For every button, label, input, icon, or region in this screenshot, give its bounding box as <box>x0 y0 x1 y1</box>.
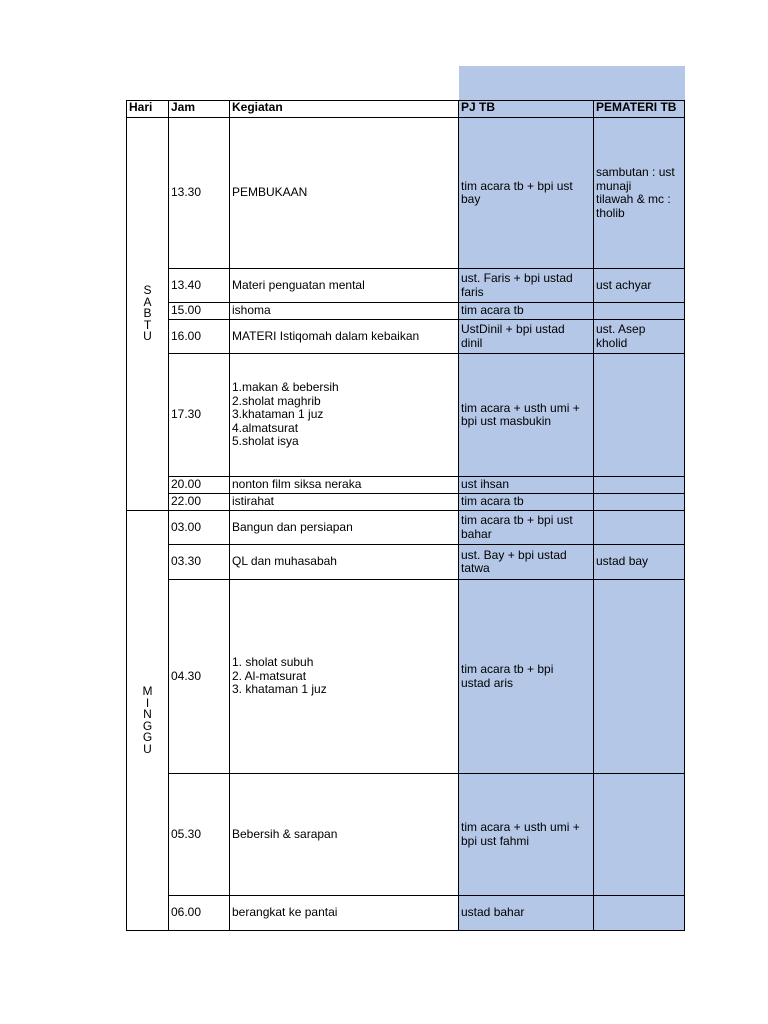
cell-kegiatan <box>230 118 459 269</box>
cell-pemateri-tb <box>594 303 685 320</box>
cell-line: kholid <box>596 335 628 350</box>
cell-line: ust ihsan <box>461 477 510 492</box>
table-row <box>127 269 685 303</box>
cell-line: bpi ust fahmi <box>461 833 530 848</box>
cell-jam: 03.30 <box>169 545 230 580</box>
cell-pemateri-tb <box>594 477 685 494</box>
table-row <box>127 494 685 511</box>
cell-jam: 05.30 <box>169 774 230 896</box>
cell-pj-tb <box>459 494 594 511</box>
table-row <box>127 477 685 494</box>
cell-jam: 16.00 <box>169 320 230 354</box>
cell-kegiatan <box>230 477 459 494</box>
cell-pemateri-tb <box>594 896 685 931</box>
cell-kegiatan <box>230 774 459 896</box>
cell-pemateri-tb <box>594 320 685 354</box>
cell-line: Bebersih & sarapan <box>232 826 338 841</box>
cell-line: berangkat ke pantai <box>232 905 338 920</box>
table-row <box>127 545 685 580</box>
day-letter: B <box>143 306 152 321</box>
table-row <box>127 320 685 354</box>
day-sabtu <box>127 118 169 511</box>
cell-line: Materi penguatan mental <box>232 277 365 292</box>
cell-line: UstDinil + bpi ustad <box>461 322 565 336</box>
cell-pj-tb <box>459 269 594 303</box>
cell-line: ustad bay <box>596 554 649 569</box>
cell-pj-tb <box>459 320 594 354</box>
day-letter: N <box>143 707 152 721</box>
schedule-table <box>126 100 685 931</box>
cell-kegiatan <box>230 494 459 511</box>
cell-line: 5.sholat isya <box>232 434 299 449</box>
day-letter: A <box>143 294 152 309</box>
cell-line: dinil <box>461 335 483 350</box>
table-row <box>127 896 685 931</box>
cell-line: tim acara tb + bpi ust <box>461 178 573 193</box>
cell-pemateri-tb <box>594 774 685 896</box>
header-jam: Jam <box>169 101 230 118</box>
cell-jam: 03.00 <box>169 511 230 545</box>
cell-line: tim acara tb <box>461 303 524 318</box>
table-row <box>127 580 685 774</box>
cell-pj-tb <box>459 303 594 320</box>
cell-pemateri-tb <box>594 118 685 269</box>
cell-line: nonton film siksa neraka <box>232 477 362 492</box>
cell-line: ust achyar <box>596 277 652 292</box>
cell-pemateri-tb <box>594 494 685 511</box>
header-row <box>127 101 685 118</box>
table-row <box>127 511 685 545</box>
table-row <box>127 354 685 477</box>
cell-line: QL dan muhasabah <box>232 554 337 569</box>
header-pemateri-tb: PEMATERI TB <box>594 101 685 118</box>
cell-pj-tb <box>459 511 594 545</box>
cell-line: ust. Faris + bpi ustad <box>461 271 573 285</box>
cell-pemateri-tb <box>594 269 685 303</box>
cell-line: ust. Asep <box>596 322 646 336</box>
cell-jam: 13.40 <box>169 269 230 303</box>
cell-line: 2.sholat maghrib <box>232 393 321 408</box>
cell-pj-tb <box>459 896 594 931</box>
cell-kegiatan <box>230 580 459 774</box>
day-letter: M <box>142 684 153 698</box>
cell-kegiatan <box>230 896 459 931</box>
day-letter: G <box>142 718 153 733</box>
cell-line: tim acara + usth umi + <box>461 400 580 415</box>
cell-line: tatwa <box>461 561 490 575</box>
cell-pj-tb <box>459 545 594 580</box>
day-minggu <box>127 511 169 931</box>
cell-line: munaji <box>596 178 632 193</box>
cell-line: 1. sholat subuh <box>232 655 314 670</box>
day-letter: U <box>143 329 152 344</box>
cell-line: tilawah & mc : <box>596 192 671 206</box>
cell-pj-tb <box>459 354 594 477</box>
cell-line: bpi ust masbukin <box>461 414 552 428</box>
cell-line: 3.khataman 1 juz <box>232 407 324 422</box>
cell-line: ust. Bay + bpi ustad <box>461 547 567 562</box>
cell-line: bahar <box>461 526 492 541</box>
cell-pj-tb <box>459 774 594 896</box>
cell-line: sambutan : ust <box>596 165 675 179</box>
day-letter: G <box>142 730 153 744</box>
cell-pj-tb <box>459 580 594 774</box>
cell-line: ustad bahar <box>461 905 525 920</box>
cell-jam: 20.00 <box>169 477 230 494</box>
cell-line: PEMBUKAAN <box>232 185 308 200</box>
cell-line: tholib <box>596 205 625 220</box>
cell-pemateri-tb <box>594 580 685 774</box>
day-letter: T <box>143 317 152 332</box>
day-letter: S <box>143 283 152 298</box>
cell-pemateri-tb <box>594 545 685 580</box>
day-letter: U <box>143 741 152 756</box>
day-letter: I <box>145 695 150 710</box>
cell-jam: 15.00 <box>169 303 230 320</box>
cell-line: tim acara tb + bpi <box>461 662 554 676</box>
cell-line: Bangun dan persiapan <box>232 519 353 534</box>
cell-pemateri-tb <box>594 511 685 545</box>
table-row <box>127 303 685 320</box>
header-hari: Hari <box>127 101 169 118</box>
cell-pemateri-tb <box>594 354 685 477</box>
cell-line: ustad aris <box>461 675 514 690</box>
cell-jam: 04.30 <box>169 580 230 774</box>
cell-line: tim acara tb <box>461 494 524 509</box>
cell-jam: 06.00 <box>169 896 230 931</box>
cell-jam: 22.00 <box>169 494 230 511</box>
cell-pj-tb <box>459 118 594 269</box>
cell-jam: 17.30 <box>169 354 230 477</box>
table-row <box>127 118 685 269</box>
cell-kegiatan <box>230 320 459 354</box>
cell-line: 4.almatsurat <box>232 420 299 435</box>
cell-jam: 13.30 <box>169 118 230 269</box>
cell-line: MATERI Istiqomah dalam kebaikan <box>232 328 420 343</box>
cell-line: istirahat <box>232 494 275 509</box>
cell-line: 3. khataman 1 juz <box>232 682 327 697</box>
cell-line: tim acara + usth umi + <box>461 820 580 834</box>
cell-line: ishoma <box>232 303 271 318</box>
cell-line: faris <box>461 284 484 299</box>
cell-kegiatan <box>230 545 459 580</box>
cell-line: tim acara tb + bpi ust <box>461 513 573 527</box>
cell-line: 2. Al-matsurat <box>232 668 307 683</box>
header-kegiatan: Kegiatan <box>230 101 459 118</box>
table-row <box>127 774 685 896</box>
cell-kegiatan <box>230 303 459 320</box>
header-pj-tb: PJ TB <box>459 101 594 118</box>
header-highlight-band <box>459 66 685 100</box>
cell-line: bay <box>461 192 481 206</box>
cell-kegiatan <box>230 354 459 477</box>
cell-pj-tb <box>459 477 594 494</box>
cell-kegiatan <box>230 269 459 303</box>
cell-kegiatan <box>230 511 459 545</box>
cell-line: 1.makan & bebersih <box>232 380 339 395</box>
